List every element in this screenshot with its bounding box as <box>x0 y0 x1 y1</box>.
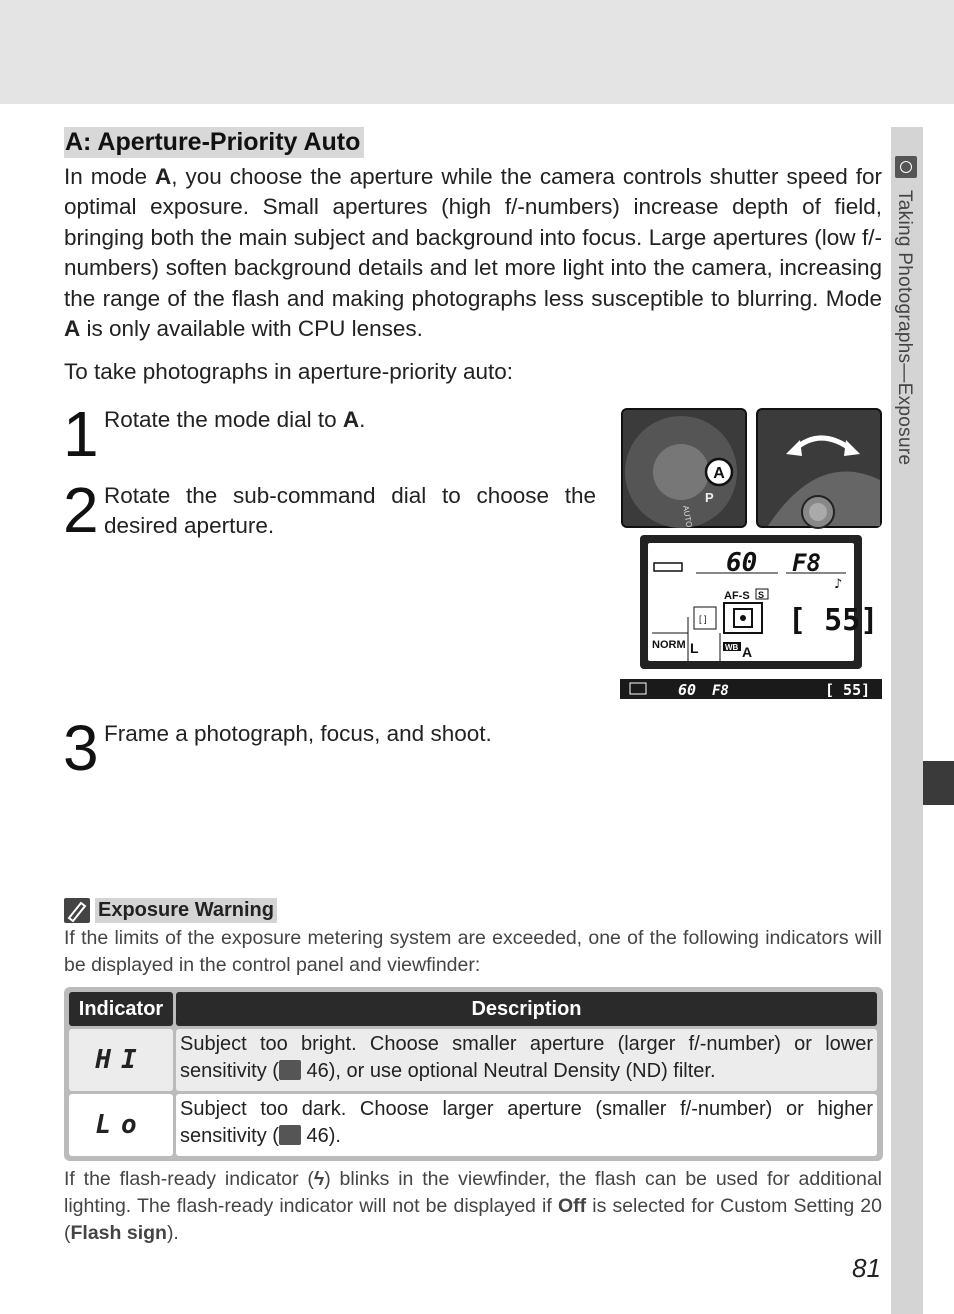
step-text: Frame a photograph, focus, and shoot. <box>104 721 492 746</box>
flash-ready-icon: ϟ <box>313 1168 325 1190</box>
lcd-wb-label: WB <box>725 643 739 652</box>
flash-note: If the flash-ready indicator (ϟ) blinks in the viewfinder, the flash can be used for additional lighting. The flash-ready indicator will not be displayed if Off is selected for Custom Setting 20 (Flash sign). <box>64 1168 883 1244</box>
indicator-lo: Lo <box>95 1110 147 1140</box>
dial-auto-label: AUTO <box>681 504 694 529</box>
table-cell-indicator <box>69 1094 173 1156</box>
intro-lead: To take photographs in aperture-priority auto: <box>64 359 514 384</box>
table-header-description: Description <box>176 992 877 1026</box>
lcd-shutter-speed: 60 <box>726 548 758 578</box>
beep-icon: ♪ <box>834 577 843 592</box>
lcd-quality: NORM <box>652 639 686 651</box>
camera-mode-icon <box>895 156 917 178</box>
chapter-marker <box>923 761 954 805</box>
vf-exposure-count: [ 55] <box>825 681 871 699</box>
step-number: 1 <box>63 398 99 470</box>
lcd-aperture: F8 <box>792 549 821 577</box>
step-number: 3 <box>63 712 99 784</box>
indicator-hi: HI <box>95 1045 147 1075</box>
reference-eye-icon <box>279 1125 301 1145</box>
table-cell-description: Subject too dark. Choose larger aperture (smaller f/-number) or higher sensitivity ( 46). <box>176 1094 877 1156</box>
lcd-exposure-count: [ 55] <box>788 603 879 638</box>
note-title: Exposure Warning <box>95 898 277 923</box>
table-header-indicator: Indicator <box>69 992 173 1026</box>
chapter-label: Taking Photographs—Exposure <box>894 190 915 466</box>
table-cell-indicator <box>69 1029 173 1091</box>
lcd-wb-mode: A <box>742 644 753 660</box>
page-header-band <box>0 0 954 104</box>
table-cell-description: Subject too bright. Choose smaller aperture (larger f/-number) or lower sensitivity ( 46), or use optional Neutral Density (ND) filter. <box>176 1029 877 1091</box>
focus-area-icon: [ ] <box>699 614 707 624</box>
vf-aperture: F8 <box>712 683 729 699</box>
lcd-image-size: L <box>690 640 699 656</box>
lcd-af-mode: AF-S <box>724 590 750 602</box>
section-title: A: Aperture-Priority Auto <box>64 127 364 158</box>
dial-mode-letter: A <box>713 465 725 482</box>
note-pencil-icon <box>64 898 90 923</box>
step-text: Rotate the mode dial to A. <box>104 407 366 432</box>
mode-dial-illustration <box>621 408 747 528</box>
metering-icon <box>740 615 746 621</box>
indicator-table <box>64 987 883 1161</box>
intro-paragraph: In mode A, you choose the aperture while the camera controls shutter speed for optimal exposure. Small apertures (high f/-numbers) increase depth of field, bringing both the main subject and background into focus. Large apertures (low f/-numbers) soften background details and let more light into the camera, increasing the range of the flash and making photographs less susceptible to blurring. Mode A is only available with CPU lenses. <box>64 164 882 342</box>
reference-eye-icon <box>279 1060 301 1080</box>
vf-shutter-speed: 60 <box>678 681 697 699</box>
sub-command-dial-illustration <box>756 408 882 528</box>
step-text: Rotate the sub-command dial to choose the desired aperture. <box>104 483 596 538</box>
step-number: 2 <box>63 474 99 546</box>
lcd-af-single: S <box>758 590 765 600</box>
dial-p-label: P <box>705 490 714 505</box>
page-number: 81 <box>852 1253 881 1283</box>
note-text: If the limits of the exposure metering system are exceeded, one of the following indicators will be displayed in the control panel and viewfinder: <box>64 927 882 976</box>
control-panel-lcd <box>640 535 879 669</box>
viewfinder-display <box>620 679 882 699</box>
